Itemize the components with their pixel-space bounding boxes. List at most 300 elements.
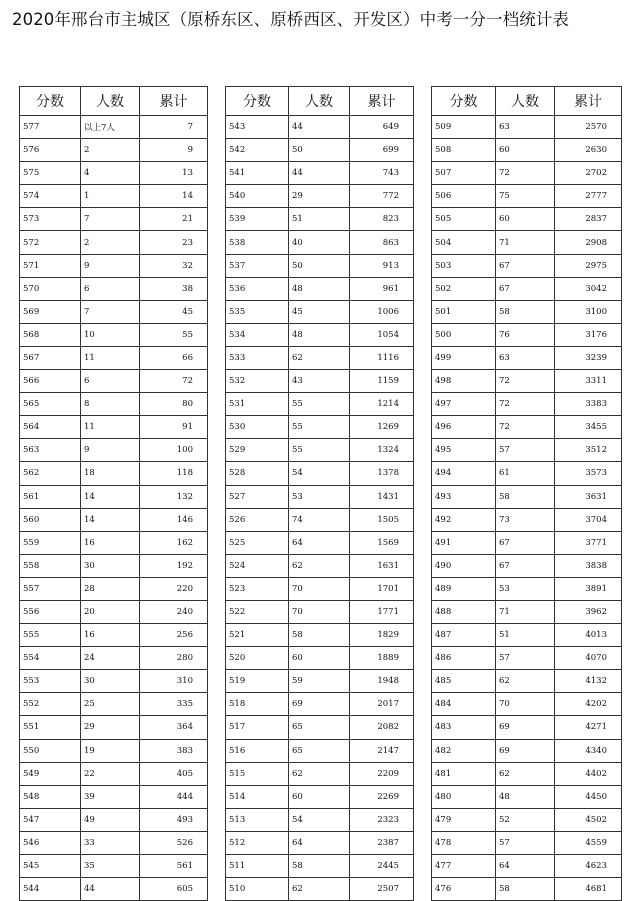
count-cell: 62 [496, 762, 555, 785]
table-row [432, 855, 622, 878]
table-row [432, 439, 622, 462]
count-cell: 7 [81, 300, 140, 323]
cumulative-cell: 526 [140, 831, 208, 854]
cumulative-cell: 1569 [350, 531, 414, 554]
score-cell: 537 [226, 254, 289, 277]
score-cell: 576 [20, 139, 81, 162]
count-cell: 60 [289, 785, 350, 808]
cumulative-cell: 9 [140, 139, 208, 162]
table-row [432, 808, 622, 831]
score-cell: 485 [432, 670, 496, 693]
count-cell: 29 [289, 185, 350, 208]
count-cell: 9 [81, 254, 140, 277]
count-cell: 48 [496, 785, 555, 808]
table-row [20, 139, 208, 162]
score-cell: 565 [20, 393, 81, 416]
count-cell: 60 [496, 208, 555, 231]
cumulative-cell: 4340 [555, 739, 622, 762]
count-cell: 61 [496, 462, 555, 485]
page-title: 2020年邢台市主城区（原桥东区、原桥西区、开发区）中考一分一档统计表 [12, 10, 569, 29]
count-cell: 50 [289, 254, 350, 277]
count-cell: 11 [81, 346, 140, 369]
count-cell: 44 [289, 116, 350, 139]
score-cell: 503 [432, 254, 496, 277]
score-cell: 510 [226, 878, 289, 901]
table-row [226, 231, 414, 254]
score-cell: 569 [20, 300, 81, 323]
count-cell: 51 [496, 624, 555, 647]
score-cell: 502 [432, 277, 496, 300]
table-row [432, 208, 622, 231]
table-row [226, 716, 414, 739]
table-row [226, 346, 414, 369]
cumulative-cell: 38 [140, 277, 208, 300]
table-row [432, 393, 622, 416]
table-row [432, 116, 622, 139]
score-cell: 548 [20, 785, 81, 808]
header-score: 分数 [20, 87, 81, 116]
count-cell: 58 [289, 855, 350, 878]
cumulative-cell: 55 [140, 323, 208, 346]
table-row [20, 531, 208, 554]
count-cell: 16 [81, 531, 140, 554]
table-row [20, 624, 208, 647]
table-row [226, 878, 414, 901]
score-cell: 568 [20, 323, 81, 346]
table-row [432, 531, 622, 554]
score-cell: 480 [432, 785, 496, 808]
count-cell: 52 [496, 808, 555, 831]
count-cell: 19 [81, 739, 140, 762]
cumulative-cell: 2147 [350, 739, 414, 762]
score-cell: 492 [432, 508, 496, 531]
table-row [226, 254, 414, 277]
score-cell: 512 [226, 831, 289, 854]
table-row [226, 808, 414, 831]
cumulative-cell: 2017 [350, 693, 414, 716]
table-row [20, 739, 208, 762]
score-cell: 574 [20, 185, 81, 208]
cumulative-cell: 3631 [555, 485, 622, 508]
cumulative-cell: 3383 [555, 393, 622, 416]
count-cell: 55 [289, 393, 350, 416]
table-row [226, 647, 414, 670]
table-row [20, 600, 208, 623]
score-cell: 477 [432, 855, 496, 878]
score-cell: 498 [432, 370, 496, 393]
cumulative-cell: 3042 [555, 277, 622, 300]
score-cell: 479 [432, 808, 496, 831]
cumulative-cell: 1159 [350, 370, 414, 393]
score-cell: 497 [432, 393, 496, 416]
table-row [226, 416, 414, 439]
score-cell: 482 [432, 739, 496, 762]
score-cell: 566 [20, 370, 81, 393]
score-cell: 543 [226, 116, 289, 139]
count-cell: 58 [496, 878, 555, 901]
cumulative-cell: 23 [140, 231, 208, 254]
count-cell: 72 [496, 370, 555, 393]
score-cell: 483 [432, 716, 496, 739]
count-cell: 71 [496, 231, 555, 254]
count-cell: 50 [289, 139, 350, 162]
table-row [20, 508, 208, 531]
table-row [20, 323, 208, 346]
table-header-row [432, 87, 622, 116]
cumulative-cell: 2908 [555, 231, 622, 254]
table-row [432, 878, 622, 901]
table-row [432, 254, 622, 277]
cumulative-cell: 162 [140, 531, 208, 554]
cumulative-cell: 72 [140, 370, 208, 393]
table-row [226, 393, 414, 416]
score-cell: 549 [20, 762, 81, 785]
cumulative-cell: 3311 [555, 370, 622, 393]
cumulative-cell: 961 [350, 277, 414, 300]
table-row [226, 624, 414, 647]
count-cell: 67 [496, 554, 555, 577]
score-cell: 575 [20, 162, 81, 185]
table-row [20, 231, 208, 254]
score-cell: 557 [20, 577, 81, 600]
score-cell: 531 [226, 393, 289, 416]
table-row [432, 624, 622, 647]
cumulative-cell: 3771 [555, 531, 622, 554]
count-cell: 48 [289, 323, 350, 346]
score-cell: 516 [226, 739, 289, 762]
score-cell: 571 [20, 254, 81, 277]
count-cell: 58 [496, 300, 555, 323]
score-cell: 542 [226, 139, 289, 162]
table-row [20, 162, 208, 185]
score-cell: 552 [20, 693, 81, 716]
table-row [20, 439, 208, 462]
cumulative-cell: 21 [140, 208, 208, 231]
cumulative-cell: 561 [140, 855, 208, 878]
score-cell: 515 [226, 762, 289, 785]
score-cell: 550 [20, 739, 81, 762]
count-cell: 25 [81, 693, 140, 716]
header-cumulative: 累计 [350, 87, 414, 116]
table-row [226, 162, 414, 185]
cumulative-cell: 2702 [555, 162, 622, 185]
cumulative-cell: 335 [140, 693, 208, 716]
score-cell: 476 [432, 878, 496, 901]
count-cell: 44 [289, 162, 350, 185]
count-cell: 75 [496, 185, 555, 208]
cumulative-cell: 649 [350, 116, 414, 139]
cumulative-cell: 220 [140, 577, 208, 600]
count-cell: 6 [81, 370, 140, 393]
score-cell: 513 [226, 808, 289, 831]
cumulative-cell: 4202 [555, 693, 622, 716]
count-cell: 53 [496, 577, 555, 600]
table-row [20, 808, 208, 831]
table-row [432, 300, 622, 323]
cumulative-cell: 280 [140, 647, 208, 670]
score-cell: 506 [432, 185, 496, 208]
table-row [20, 346, 208, 369]
score-cell: 555 [20, 624, 81, 647]
count-cell: 9 [81, 439, 140, 462]
count-cell: 45 [289, 300, 350, 323]
cumulative-cell: 772 [350, 185, 414, 208]
cumulative-cell: 3239 [555, 346, 622, 369]
cumulative-cell: 2837 [555, 208, 622, 231]
cumulative-cell: 405 [140, 762, 208, 785]
header-score: 分数 [432, 87, 496, 116]
count-cell: 62 [289, 762, 350, 785]
cumulative-cell: 132 [140, 485, 208, 508]
count-cell: 2 [81, 231, 140, 254]
cumulative-cell: 146 [140, 508, 208, 531]
count-cell: 4 [81, 162, 140, 185]
cumulative-cell: 3891 [555, 577, 622, 600]
table-row [20, 831, 208, 854]
cumulative-cell: 118 [140, 462, 208, 485]
score-cell: 517 [226, 716, 289, 739]
count-cell: 62 [289, 554, 350, 577]
score-cell: 556 [20, 600, 81, 623]
count-cell: 28 [81, 577, 140, 600]
count-cell: 39 [81, 785, 140, 808]
header-cumulative: 累计 [140, 87, 208, 116]
score-cell: 490 [432, 554, 496, 577]
score-cell: 563 [20, 439, 81, 462]
table-row [432, 485, 622, 508]
cumulative-cell: 2975 [555, 254, 622, 277]
count-cell: 29 [81, 716, 140, 739]
table-row [20, 116, 208, 139]
table-row [432, 739, 622, 762]
count-cell: 72 [496, 416, 555, 439]
cumulative-cell: 3100 [555, 300, 622, 323]
cumulative-cell: 4132 [555, 670, 622, 693]
count-cell: 74 [289, 508, 350, 531]
count-cell: 54 [289, 808, 350, 831]
table-row [226, 508, 414, 531]
score-cell: 564 [20, 416, 81, 439]
cumulative-cell: 743 [350, 162, 414, 185]
cumulative-cell: 3962 [555, 600, 622, 623]
count-cell: 57 [496, 831, 555, 854]
table-row [432, 162, 622, 185]
count-cell: 58 [496, 485, 555, 508]
cumulative-cell: 4681 [555, 878, 622, 901]
count-cell: 6 [81, 277, 140, 300]
count-cell: 59 [289, 670, 350, 693]
table-row [432, 462, 622, 485]
cumulative-cell: 2269 [350, 785, 414, 808]
score-cell: 529 [226, 439, 289, 462]
cumulative-cell: 4271 [555, 716, 622, 739]
score-cell: 523 [226, 577, 289, 600]
count-cell: 33 [81, 831, 140, 854]
score-cell: 495 [432, 439, 496, 462]
score-cell: 544 [20, 878, 81, 901]
cumulative-cell: 13 [140, 162, 208, 185]
score-cell: 524 [226, 554, 289, 577]
count-cell: 22 [81, 762, 140, 785]
score-cell: 525 [226, 531, 289, 554]
score-cell: 532 [226, 370, 289, 393]
score-cell: 567 [20, 346, 81, 369]
score-cell: 501 [432, 300, 496, 323]
table-row [226, 762, 414, 785]
cumulative-cell: 1324 [350, 439, 414, 462]
table-row [226, 693, 414, 716]
table-row [20, 300, 208, 323]
table-row [226, 300, 414, 323]
count-cell: 60 [496, 139, 555, 162]
table-row [432, 785, 622, 808]
table-row [226, 139, 414, 162]
count-cell: 62 [289, 346, 350, 369]
score-cell: 530 [226, 416, 289, 439]
cumulative-cell: 32 [140, 254, 208, 277]
header-score: 分数 [226, 87, 289, 116]
table-row [20, 716, 208, 739]
score-cell: 493 [432, 485, 496, 508]
cumulative-cell: 2082 [350, 716, 414, 739]
header-count: 人数 [289, 87, 350, 116]
cumulative-cell: 4623 [555, 855, 622, 878]
score-cell: 487 [432, 624, 496, 647]
table-row [226, 116, 414, 139]
count-cell: 57 [496, 647, 555, 670]
count-cell: 18 [81, 462, 140, 485]
count-cell: 14 [81, 485, 140, 508]
count-cell: 72 [496, 162, 555, 185]
count-cell: 57 [496, 439, 555, 462]
count-cell: 64 [289, 531, 350, 554]
table-row [20, 208, 208, 231]
cumulative-cell: 3512 [555, 439, 622, 462]
cumulative-cell: 4502 [555, 808, 622, 831]
score-cell: 547 [20, 808, 81, 831]
cumulative-cell: 1431 [350, 485, 414, 508]
cumulative-cell: 3704 [555, 508, 622, 531]
table-row [20, 393, 208, 416]
table-row [20, 670, 208, 693]
table-row [226, 185, 414, 208]
count-cell: 63 [496, 116, 555, 139]
cumulative-cell: 605 [140, 878, 208, 901]
table-row [432, 185, 622, 208]
table-row [432, 139, 622, 162]
table-header-row [20, 87, 208, 116]
table-row [432, 231, 622, 254]
cumulative-cell: 1116 [350, 346, 414, 369]
score-cell: 488 [432, 600, 496, 623]
score-cell: 486 [432, 647, 496, 670]
table-row [226, 670, 414, 693]
cumulative-cell: 364 [140, 716, 208, 739]
table-row [20, 554, 208, 577]
score-cell: 540 [226, 185, 289, 208]
table-row [226, 554, 414, 577]
cumulative-cell: 256 [140, 624, 208, 647]
score-cell: 560 [20, 508, 81, 531]
table-row [432, 577, 622, 600]
count-cell: 72 [496, 393, 555, 416]
table-row [432, 508, 622, 531]
score-cell: 522 [226, 600, 289, 623]
score-cell: 541 [226, 162, 289, 185]
count-cell: 67 [496, 254, 555, 277]
table-row [226, 485, 414, 508]
table-row [20, 647, 208, 670]
cumulative-cell: 1054 [350, 323, 414, 346]
cumulative-cell: 863 [350, 231, 414, 254]
score-cell: 499 [432, 346, 496, 369]
cumulative-cell: 1505 [350, 508, 414, 531]
count-cell: 73 [496, 508, 555, 531]
score-cell: 500 [432, 323, 496, 346]
count-cell: 24 [81, 647, 140, 670]
score-cell: 507 [432, 162, 496, 185]
score-cell: 491 [432, 531, 496, 554]
table-row [226, 739, 414, 762]
count-cell: 70 [496, 693, 555, 716]
cumulative-cell: 4013 [555, 624, 622, 647]
count-cell: 1 [81, 185, 140, 208]
score-cell: 489 [432, 577, 496, 600]
count-cell: 70 [289, 577, 350, 600]
table-row [20, 462, 208, 485]
cumulative-cell: 383 [140, 739, 208, 762]
table-row [226, 323, 414, 346]
count-cell: 69 [496, 739, 555, 762]
score-cell: 538 [226, 231, 289, 254]
count-cell: 2 [81, 139, 140, 162]
score-cell: 511 [226, 855, 289, 878]
cumulative-cell: 3176 [555, 323, 622, 346]
score-cell: 481 [432, 762, 496, 785]
count-cell: 58 [289, 624, 350, 647]
score-cell: 545 [20, 855, 81, 878]
cumulative-cell: 3573 [555, 462, 622, 485]
table-row [226, 277, 414, 300]
count-cell: 62 [289, 878, 350, 901]
table-row [226, 462, 414, 485]
cumulative-cell: 1771 [350, 600, 414, 623]
score-cell: 496 [432, 416, 496, 439]
cumulative-cell: 80 [140, 393, 208, 416]
cumulative-cell: 4070 [555, 647, 622, 670]
score-cell: 514 [226, 785, 289, 808]
table-row [226, 531, 414, 554]
count-cell: 60 [289, 647, 350, 670]
table-row [20, 277, 208, 300]
table-row [226, 785, 414, 808]
score-cell: 508 [432, 139, 496, 162]
score-cell: 577 [20, 116, 81, 139]
table-row [20, 855, 208, 878]
cumulative-cell: 4450 [555, 785, 622, 808]
count-cell: 55 [289, 439, 350, 462]
table-row [226, 370, 414, 393]
table-row [432, 600, 622, 623]
cumulative-cell: 45 [140, 300, 208, 323]
table-row [432, 277, 622, 300]
count-cell: 65 [289, 716, 350, 739]
cumulative-cell: 3838 [555, 554, 622, 577]
count-cell: 30 [81, 554, 140, 577]
count-cell: 40 [289, 231, 350, 254]
score-cell: 484 [432, 693, 496, 716]
cumulative-cell: 2777 [555, 185, 622, 208]
